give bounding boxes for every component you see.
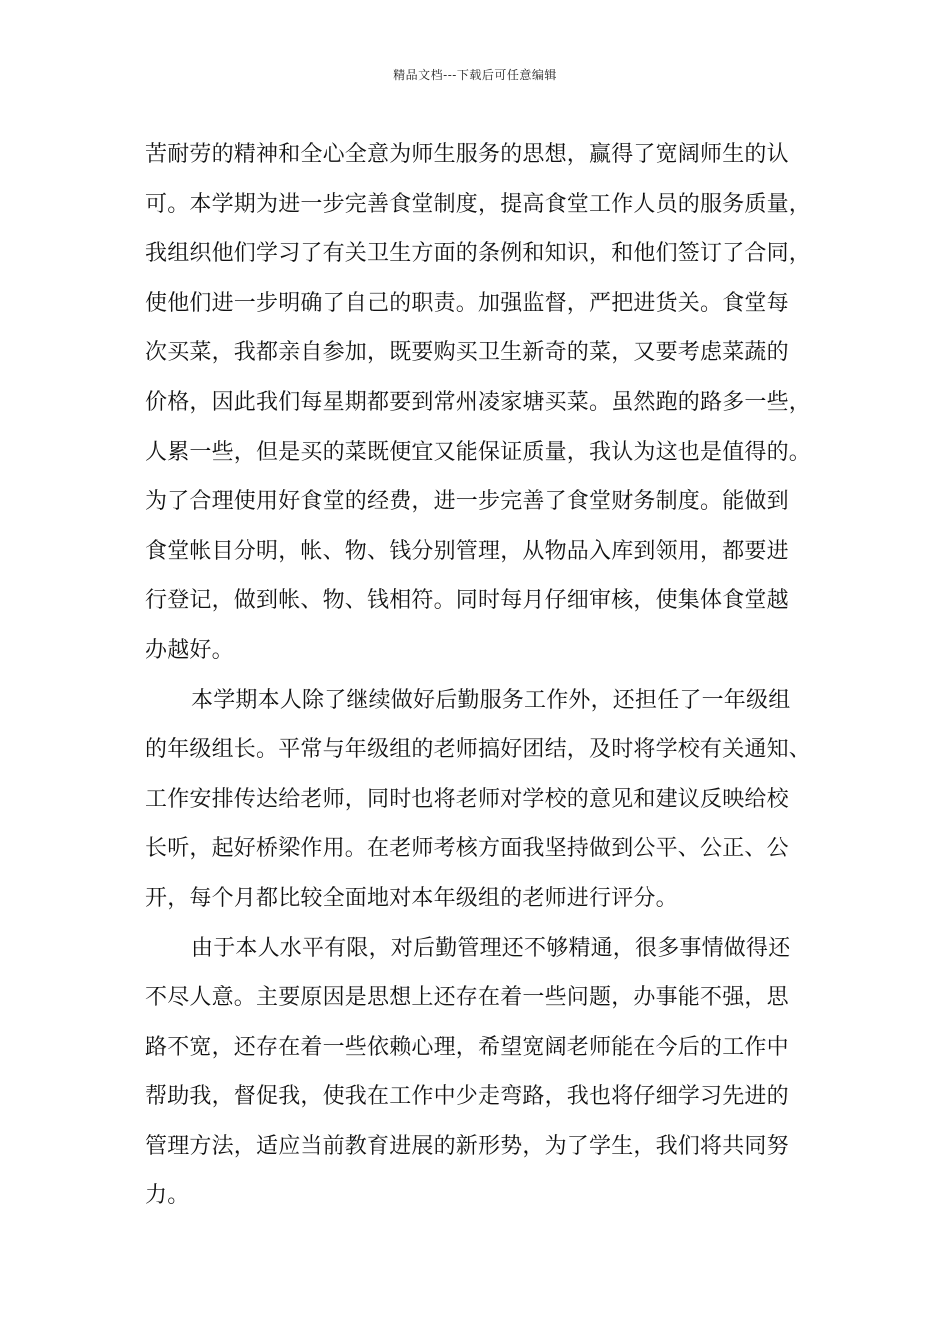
text-line: 我组织他们学习了有关卫生方面的条例和知识，和他们签订了合同， (145, 241, 812, 267)
text-line: 开，每个月都比较全面地对本年级组的老师进行评分。 (145, 885, 678, 911)
text-line: 长听，起好桥梁作用。在老师考核方面我坚持做到公平、公正、公 (145, 836, 789, 862)
text-line: 路不宽，还存在着一些依赖心理，希望宽阔老师能在今后的工作中 (145, 1034, 789, 1060)
text-line: 价格，因此我们每星期都要到常州凌家塘买菜。虽然跑的路多一些， (145, 389, 812, 415)
text-line: 食堂帐目分明，帐、物、钱分别管理，从物品入库到领用，都要进 (145, 538, 789, 564)
text-line: 管理方法，适应当前教育进展的新形势，为了学生，我们将共同努 (145, 1133, 789, 1159)
paragraph-start-line: 本学期本人除了继续做好后勤服务工作外，还担任了一年级组 (191, 687, 791, 713)
text-line: 力。 (145, 1183, 190, 1209)
text-line: 苦耐劳的精神和全心全意为师生服务的思想，赢得了宽阔师生的认 (145, 142, 789, 167)
text-line: 使他们进一步明确了自己的职责。加强监督，严把进货关。食堂每 (145, 290, 789, 316)
text-line: 人累一些，但是买的菜既便宜又能保证质量，我认为这也是值得的。 (145, 439, 812, 465)
text-line: 为了合理使用好食堂的经费，进一步完善了食堂财务制度。能做到 (145, 489, 789, 515)
text-line: 不尽人意。主要原因是思想上还存在着一些问题，办事能不强，思 (145, 985, 789, 1011)
text-line: 办越好。 (145, 637, 234, 663)
text-line: 工作安排传达给老师，同时也将老师对学校的意见和建议反映给校 (145, 786, 789, 812)
paragraph-start-line: 由于本人水平有限，对后勤管理还不够精通，很多事情做得还 (191, 935, 791, 961)
text-line: 帮助我，督促我，使我在工作中少走弯路，我也将仔细学习先进的 (145, 1084, 789, 1110)
text-line: 的年级组长。平常与年级组的老师搞好团结，及时将学校有关通知、 (145, 737, 812, 763)
text-line: 可。本学期为进一步完善食堂制度，提高食堂工作人员的服务质量， (145, 191, 812, 217)
text-line: 次买菜，我都亲自参加，既要购买卫生新奇的菜，又要考虑菜蔬的 (145, 340, 789, 366)
document-body (145, 130, 825, 1221)
text-line: 行登记，做到帐、物、钱相符。同时每月仔细审核，使集体食堂越 (145, 588, 789, 614)
page-header: 精品文档---下载后可任意编辑 (393, 68, 557, 82)
